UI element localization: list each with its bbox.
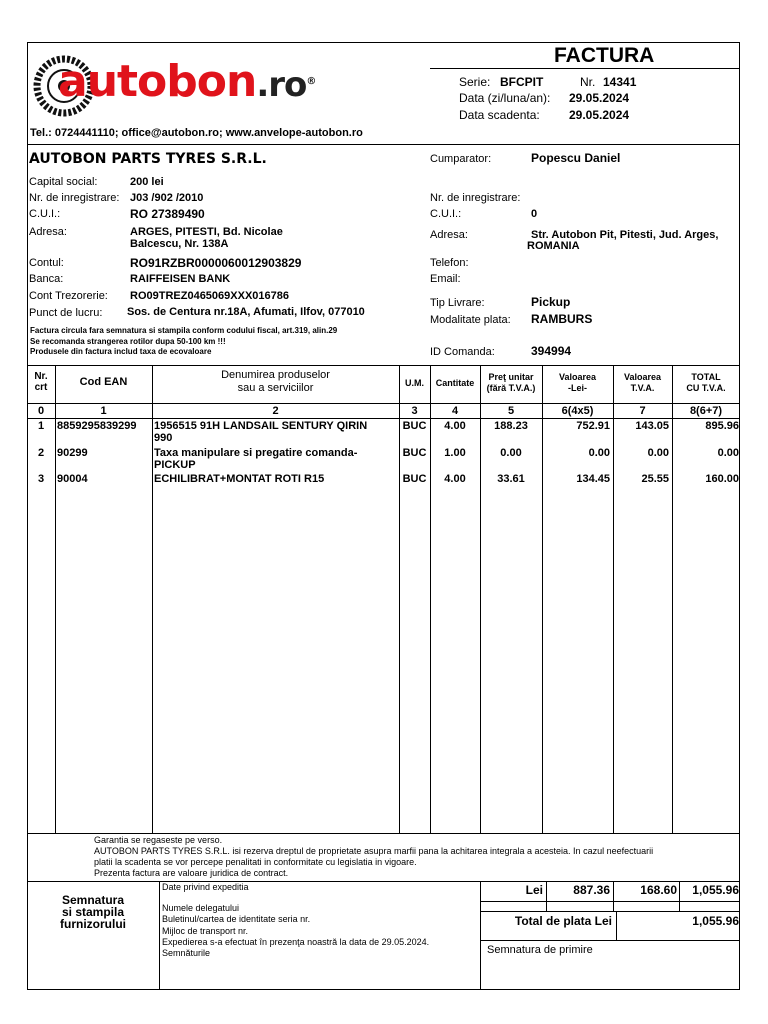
legal-note-3: Produsele din factura includ taxa de ecovaloare [30,347,212,356]
supplier-signature-label [28,894,158,930]
th-name-line2: sau a serviciilor [237,382,314,394]
legal-note-2: Se recomanda strangerea rotilor dupa 50-100 km !!! [30,337,226,346]
receipt-signature-label: Semnatura de primire [487,944,593,956]
row-total: 895.96 [705,420,739,432]
row-name-line2: 990 [154,432,173,444]
row-um: BUC [402,447,427,459]
serie-value: BFCPIT [500,75,544,89]
terms-line-3: platii la scadenta se vor percepe penalitati in conformitate cu legislatia in vigoare. [94,857,417,867]
lei-label: Lei [525,883,543,897]
footer-divider [159,881,160,990]
th-unit-price [480,372,542,394]
title-divider [430,68,740,69]
terms-line-4: Prezenta factura are valoare juridica de contract. [94,868,289,878]
row-um: BUC [402,420,427,432]
row-name-line1: 1956515 91H LANDSAIL SENTURY QIRIN [154,420,368,432]
table-header-divider [27,403,740,404]
logo-part-bon: bon [166,56,257,107]
sign-line3: furnizorului [60,917,126,931]
row-nr: 3 [37,473,45,485]
th-vat [613,372,672,394]
account-label: Contul: [29,257,64,269]
th-product-name [152,369,399,395]
buyer-address-line2: ROMANIA [527,240,580,252]
nr-label: Nr. [580,75,596,89]
row-nr: 2 [37,447,45,459]
row-ean: 90004 [57,473,88,485]
supplier-address-line2: Balcescu, Nr. 138A [130,238,229,250]
logo-text [58,54,315,113]
th-qty: Cantitate [435,378,475,388]
th-nr-line2: crt [34,382,48,393]
col-divider [672,365,673,833]
index-cell: 2 [272,405,279,417]
capital-label: Capital social: [29,176,98,188]
th-value [542,372,613,394]
row-vat: 25.55 [641,473,669,485]
buyer-cui-value: 0 [531,208,538,220]
col-divider [480,365,481,833]
th-total [672,372,740,394]
buyer-phone-label: Telefon: [430,257,469,269]
supplier-address-line1: ARGES, PITESTI, Bd. Nicolae [130,226,283,238]
workplace-label: Punct de lucru: [29,307,103,319]
index-cell: 6(4x5) [561,405,594,417]
contact-line: Tel.: 0724441110; office@autobon.ro; www.anvelope-autobon.ro [30,127,363,139]
signatures-label: Semnăturile [162,948,211,958]
th-price-line1: Preţ unitar [488,372,534,382]
sign-line2: si stampila [61,905,125,919]
buyer-address-line1: Str. Autobon Pit, Pitesti, Jud. Arges, [531,229,719,241]
terms-line-1: Garantia se regaseste pe verso. [94,835,223,845]
col-divider [399,365,400,833]
row-nr: 1 [37,420,45,432]
expedition-title: Date privind expeditia [162,882,249,892]
bank-label: Banca: [29,273,64,285]
supplier-address-label: Adresa: [29,226,67,238]
supplier-cui-value: RO 27389490 [130,207,205,221]
nr-value: 14341 [603,75,637,89]
total-to-pay-label: Total de plata Lei [514,914,612,928]
row-ean: 90299 [57,447,88,459]
sum-total: 1,055.96 [692,883,739,897]
delivery-label: Tip Livrare: [430,297,485,309]
order-value: 394994 [531,344,572,358]
footer-divider [480,940,740,941]
row-price: 188.23 [494,420,528,432]
row-vat: 143.05 [635,420,669,432]
supplier-reg-label: Nr. de inregistrare: [29,192,120,204]
payment-label: Modalitate plata: [430,314,511,326]
col-divider [542,365,543,833]
supplier-cui-label: C.U.I.: [29,208,61,220]
date-value: 29.05.2024 [569,91,630,105]
row-vat: 0.00 [647,447,669,459]
row-qty: 1.00 [444,447,466,459]
capital-value: 200 lei [130,176,164,188]
total-to-pay-value: 1,055.96 [692,914,739,928]
index-cell: 7 [639,405,646,417]
buyer-address-label: Adresa: [430,229,468,241]
order-label: ID Comanda: [430,346,495,358]
sign-line1: Semnatura [61,893,125,907]
row-qty: 4.00 [444,420,466,432]
footer-divider [480,911,740,912]
treasury-label: Cont Trezorerie: [29,290,108,302]
header-divider [27,144,740,145]
row-um: BUC [402,473,427,485]
buyer-label: Cumparator: [430,153,492,165]
row-price: 0.00 [500,447,522,459]
supplier-name: AUTOBON PARTS TYRES S.R.L. [29,151,267,167]
footer-top-border [27,881,740,882]
th-value-line1: Valoarea [558,372,597,382]
col-divider [152,365,153,833]
treasury-value: RO09TREZ0465069XXX016786 [130,290,289,302]
th-um: U.M. [405,378,424,388]
th-vat-line2: T.V.A. [630,383,655,393]
th-value-line2: -Lei- [568,383,587,393]
footer-divider [480,881,481,990]
buyer-reg-label: Nr. de inregistrare: [430,192,521,204]
sum-value: 887.36 [573,883,610,897]
row-total: 160.00 [705,473,739,485]
row-name-line1: ECHILIBRAT+MONTAT ROTI R15 [154,473,325,485]
row-total: 0.00 [717,447,739,459]
invoice-title: FACTURA [554,44,655,67]
account-value: RO91RZBR0000060012903829 [130,256,302,270]
date-label: Data (zi/luna/an): [459,91,551,105]
th-vat-line1: Valoarea [623,372,662,382]
row-value: 752.91 [576,420,610,432]
th-price-line2: (fără T.V.A.) [486,383,536,393]
due-date-value: 29.05.2024 [569,108,630,122]
row-ean: 8859295839299 [57,420,137,432]
terms-line-2: AUTOBON PARTS TYRES S.R.L. isi rezerva dreptul de proprietate asupra marfii pana la achitarea integrala a acesteia. In cazul neefectuarii [94,846,654,856]
due-date-label: Data scadenta: [459,108,540,122]
footer-divider [480,901,740,902]
delegate-name-label: Numele delegatului [162,903,240,913]
buyer-name: Popescu Daniel [531,151,621,165]
bank-value: RAIFFEISEN BANK [130,273,231,285]
row-name-line2: PICKUP [154,459,196,471]
th-total-line1: TOTAL [691,372,721,382]
index-cell: 8(6+7) [689,405,723,417]
index-cell: 4 [451,405,459,417]
row-price: 33.61 [497,473,525,485]
table-index-divider [27,418,740,419]
table-bottom-border [27,833,740,834]
expedition-date-text: Expedierea s-a efectuat în prezenţa noastră la data de 29.05.2024. [162,937,430,947]
th-nr [27,371,55,393]
index-cell: 3 [411,405,418,417]
logo-reg-mark: ® [306,76,316,87]
table-top-border [27,365,740,366]
row-qty: 4.00 [444,473,466,485]
payment-value: RAMBURS [531,312,593,326]
col-divider [430,365,431,833]
buyer-email-label: Email: [430,273,461,285]
transport-label: Mijloc de transport nr. [162,926,249,936]
workplace-value: Sos. de Centura nr.18A, Afumati, Ilfov, 077010 [127,306,365,318]
th-total-line2: CU T.V.A. [686,383,726,393]
th-ean: Cod EAN [79,376,128,388]
supplier-reg-value: J03 /902 /2010 [130,192,204,204]
delivery-value: Pickup [531,295,571,309]
autobon-logo [30,54,330,118]
row-name-line1: Taxa manipulare si pregatire comanda- [154,447,358,459]
sum-vat: 168.60 [640,883,677,897]
logo-part-auto: auto [58,56,167,107]
buyer-cui-label: C.U.I.: [430,208,462,220]
index-cell: 5 [507,405,515,417]
th-nr-line1: Nr. [34,371,48,382]
logo-part-ro: .ro [256,65,307,105]
index-cell: 1 [100,405,107,417]
row-value: 134.45 [576,473,610,485]
id-card-label: Buletinul/cartea de identitate seria nr. [162,914,311,924]
col-divider [55,365,56,833]
legal-note-1: Factura circula fara semnatura si stampila conform codului fiscal, art.319, alin.29 [30,326,338,335]
index-cell: 0 [37,405,45,417]
col-divider [613,365,614,833]
serie-label: Serie: [459,75,491,89]
th-name-line1: Denumirea produselor [221,369,330,381]
row-value: 0.00 [588,447,610,459]
